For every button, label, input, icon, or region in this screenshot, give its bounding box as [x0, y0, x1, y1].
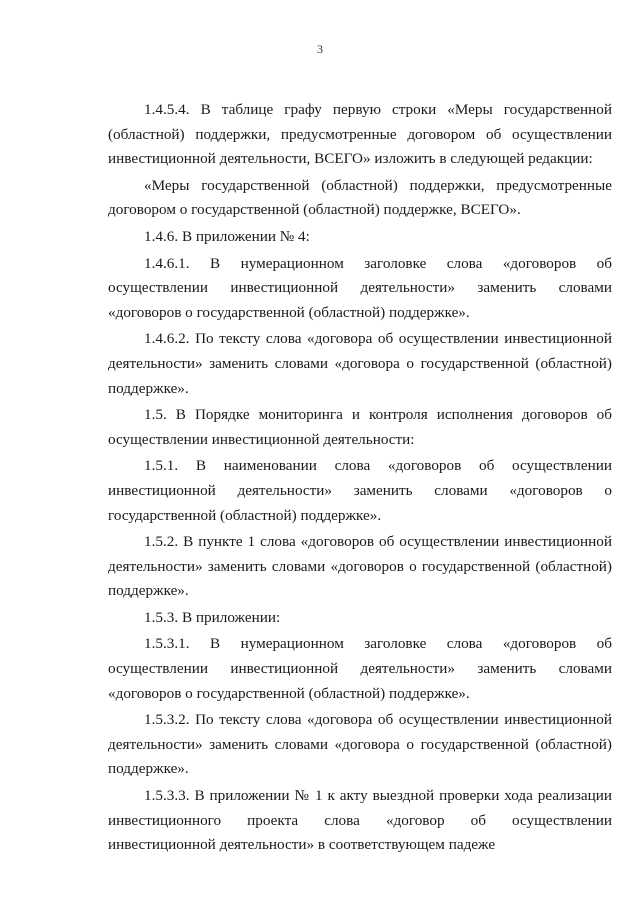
- paragraph-1-5-3: 1.5.3. В приложении:: [144, 608, 281, 626]
- paragraph-1-4-6-1: 1.4.6.1. В нумерационном заголовке слова «договоров об осуществлении инвестиционной деятельности» заменить словами «договоров о государственной (областной) поддержке».: [108, 254, 612, 321]
- paragraph-1-5-1: 1.5.1. В наименовании слова «договоров об осуществлении инвестиционной деятельности» заменить словами «договоров о государственной (областной) поддержке».: [108, 457, 612, 524]
- paragraph-1-5-3-1: 1.5.3.1. В нумерационном заголовке слова «договоров об осуществлении инвестиционной деятельности» заменить словами «договоров о государственной (областной) поддержке».: [108, 635, 612, 702]
- document-body: [108, 98, 612, 860]
- page-number: 3: [317, 42, 323, 56]
- paragraph-1-5-2: 1.5.2. В пункте 1 слова «договоров об осуществлении инвестиционной деятельности» заменить словами «договоров о государственной (областной) поддержке».: [108, 533, 612, 600]
- paragraph-1-5-3-2: 1.5.3.2. По тексту слова «договора об осуществлении инвестиционной деятельности» заменить словами «договора о государственной (областной) поддержке».: [108, 711, 612, 778]
- paragraph-1-5: 1.5. В Порядке мониторинга и контроля исполнения договоров об осуществлении инвестиционной деятельности:: [108, 406, 612, 448]
- paragraph-quote-new-wording: «Меры государственной (областной) поддержки, предусмотренные договором о государственной (областной) поддержке, ВСЕГО».: [108, 176, 612, 219]
- paragraph-1-4-5-4: 1.4.5.4. В таблице графу первую строки «Меры государственной (областной) поддержки, предусмотренные договором об осуществлении инвестиционной деятельности, ВСЕГО» изложить в следующей редакции:: [108, 101, 612, 168]
- paragraph-1-5-3-3: 1.5.3.3. В приложении № 1 к акту выездной проверки хода реализации инвестиционного проекта слова «договор об осуществлении инвестиционной деятельности» в соответствующем падеже: [108, 787, 612, 854]
- paragraph-1-4-6-2: 1.4.6.2. По тексту слова «договора об осуществлении инвестиционной деятельности» заменить словами «договора о государственной (областной) поддержке».: [108, 330, 612, 397]
- paragraph-1-4-6: 1.4.6. В приложении № 4:: [144, 227, 310, 245]
